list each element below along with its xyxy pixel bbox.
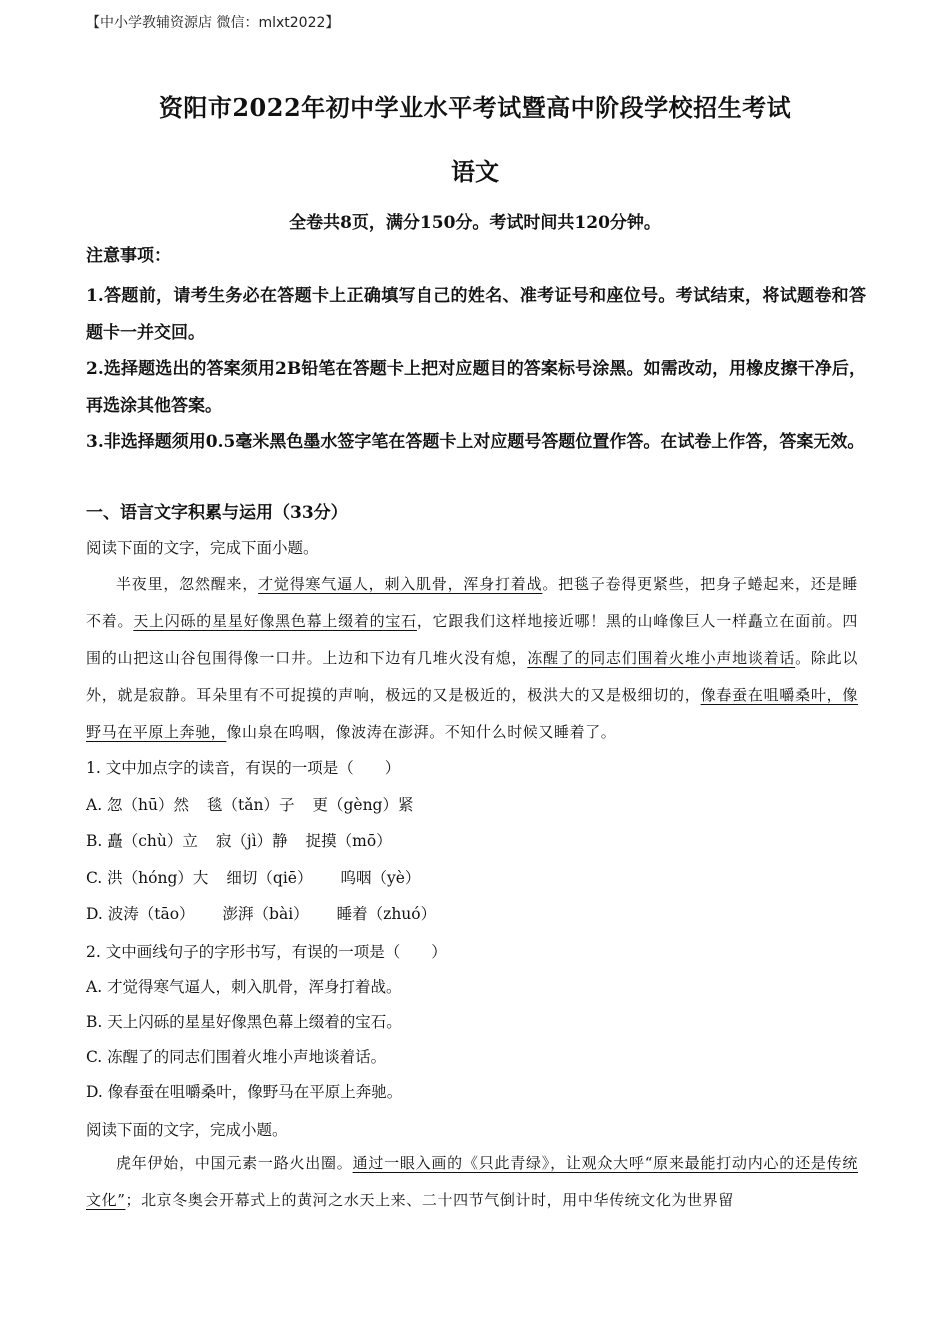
exam-intro: 全卷共8页，满分150分。考试时间共120分钟。 xyxy=(289,213,661,233)
option-b[interactable] xyxy=(86,823,866,860)
exam-title: 资阳市2022年初中学业水平考试暨高中阶段学校招生考试 xyxy=(158,93,792,122)
option-part: 澎湃（bài） xyxy=(222,905,309,923)
underlined-sentence: 像春蚕在咀嚼桑叶，像野马在平原上奔驰， xyxy=(86,686,858,741)
option-part: C. 洪（hóng）大 xyxy=(86,868,209,887)
passage-text: 。除此以外，就是寂静。耳朵里有不可捉摸的声响，极远的又是极近的，极洪大的又是极细切的， xyxy=(86,649,858,704)
option-part: 细切（qiē） xyxy=(226,868,313,887)
passage-text: 虎年伊始，中国元素一路火出圈。 xyxy=(116,1154,353,1172)
option-part: B. 矗（chù）立 xyxy=(86,832,198,850)
reading-passage-2 xyxy=(86,1145,858,1219)
option-part: 睡着（zhuó） xyxy=(336,905,437,923)
option-a[interactable] xyxy=(86,787,866,824)
reading-lead: 阅读下面的文字，完成下面小题。 xyxy=(86,539,319,557)
passage-text: ；北京冬奥会开幕式上的黄河之水天上来、二十四节气倒计时，用中华传统文化为世界留 xyxy=(125,1191,734,1209)
option-part: 寂（jì）静 xyxy=(215,832,288,850)
option-part: 捉摸（mō） xyxy=(305,832,392,850)
question-2 xyxy=(86,935,866,1110)
notice-item: 2.选择题选出的答案须用2B铅笔在答题卡上把对应题目的答案标号涂黑。如需改动，用橡皮擦干净后，再选涂其他答案。 xyxy=(86,359,866,416)
passage-text: ，它跟我们这样地接近哪！黑的山峰像巨人一样矗立在面前。四围的山把这山谷包围得像一口井。上边和下边有几堆火没有熄， xyxy=(86,612,858,667)
notice-heading: 注意事项： xyxy=(86,246,171,266)
underlined-sentence: 才觉得寒气逼人，刺入肌骨，浑身打着战 xyxy=(258,575,543,593)
underlined-sentence: 冻醒了的同志们围着火堆小声地谈着话 xyxy=(527,649,796,667)
option-part: 毯（tǎn）子 xyxy=(207,795,295,814)
section-title: 一、语言文字积累与运用（33分） xyxy=(86,503,348,523)
option-c[interactable] xyxy=(86,860,866,897)
passage-text: 。把毯子卷得更紧些，把身子蜷起来，还是睡不着。 xyxy=(86,575,858,630)
passage-text: 半夜里，忽然醒来， xyxy=(116,575,259,593)
underlined-sentence: 天上闪砾的星星好像黑色幕上缀着的宝石 xyxy=(133,612,417,630)
option-d[interactable] xyxy=(86,896,866,933)
underlined-sentence: 通过一眼入画的《只此青绿》，让观众大呼“原来最能打动内心的还是传统文化” xyxy=(86,1154,858,1209)
reading-lead: 阅读下面的文字，完成小题。 xyxy=(86,1121,288,1139)
option-part: D. 波涛（tāo） xyxy=(86,905,195,923)
passage-text: 像山泉在呜咽，像波涛在澎湃。不知什么时候又睡着了。 xyxy=(226,723,617,741)
notice-item: 1.答题前，请考生务必在答题卡上正确填写自己的姓名、准考证号和座位号。考试结束，将试题卷和答题卡一并交回。 xyxy=(86,286,866,343)
notice-item: 3.非选择题须用0.5毫米黑色墨水签字笔在答题卡上对应题号答题位置作答。在试卷上作答，答案无效。 xyxy=(86,432,865,452)
exam-subject: 语文 xyxy=(451,157,499,186)
option-d[interactable]: D. 像春蚕在咀嚼桑叶，像野马在平原上奔驰。 xyxy=(86,1083,403,1101)
header-tag: 【中小学教辅资源店 微信：mlxt2022】 xyxy=(86,15,340,31)
question-stem: 2. 文中画线句子的字形书写，有误的一项是（ ） xyxy=(86,943,447,961)
option-c[interactable]: C. 冻醒了的同志们围着火堆小声地谈着话。 xyxy=(86,1048,387,1066)
reading-passage-1 xyxy=(86,566,858,751)
question-stem: 1. 文中加点字的读音，有误的一项是（ ） xyxy=(86,759,401,777)
notice-block xyxy=(86,242,866,461)
option-part: 呜咽（yè） xyxy=(340,868,421,887)
question-1 xyxy=(86,750,866,933)
option-part: 更（gèng）紧 xyxy=(312,795,414,814)
option-b[interactable]: B. 天上闪砾的星星好像黑色幕上缀着的宝石。 xyxy=(86,1013,402,1031)
option-a[interactable]: A. 才觉得寒气逼人，刺入肌骨，浑身打着战。 xyxy=(86,978,402,996)
option-part: A. 忽（hū）然 xyxy=(86,795,190,814)
